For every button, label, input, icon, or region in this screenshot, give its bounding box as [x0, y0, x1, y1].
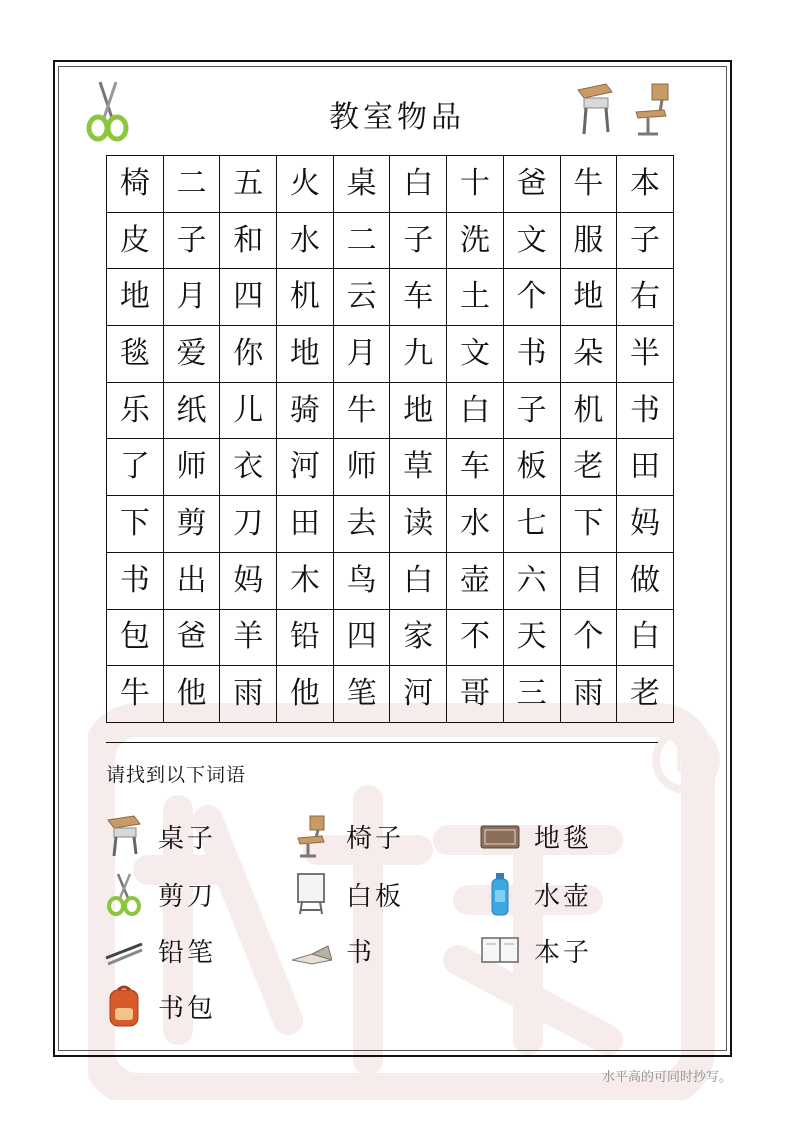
grid-cell: 文: [503, 212, 560, 269]
grid-cell: 右: [617, 269, 674, 326]
grid-cell: 洗: [447, 212, 504, 269]
grid-cell: 毯: [107, 326, 164, 383]
grid-cell: 河: [277, 439, 334, 496]
word-item: [292, 814, 404, 858]
grid-cell: 下: [107, 496, 164, 553]
grid-cell: 雨: [560, 666, 617, 723]
water-bottle-icon: [480, 872, 520, 916]
word-label: 地毯: [534, 823, 593, 854]
backpack-icon: [104, 984, 144, 1028]
grid-cell: 他: [277, 666, 334, 723]
grid-cell: 剪: [163, 496, 220, 553]
grid-row: [107, 269, 674, 326]
grid-cell: 壶: [447, 552, 504, 609]
word-label: 剪刀: [158, 881, 217, 912]
grid-cell: 妈: [617, 496, 674, 553]
grid-cell: 七: [503, 496, 560, 553]
grid-row: [107, 496, 674, 553]
grid-cell: 车: [447, 439, 504, 496]
grid-cell: 纸: [163, 382, 220, 439]
grid-cell: 老: [617, 666, 674, 723]
grid-cell: 白: [390, 156, 447, 213]
grid-cell: 去: [333, 496, 390, 553]
grid-cell: 四: [220, 269, 277, 326]
word-label: 椅子: [346, 823, 405, 854]
grid-cell: 河: [390, 666, 447, 723]
pencil-icon: [104, 928, 144, 972]
grid-cell: 月: [163, 269, 220, 326]
grid-cell: 衣: [220, 439, 277, 496]
grid-cell: 地: [390, 382, 447, 439]
grid-cell: 目: [560, 552, 617, 609]
grid-cell: 你: [220, 326, 277, 383]
grid-cell: 雨: [220, 666, 277, 723]
grid-cell: 六: [503, 552, 560, 609]
grid-cell: 三: [503, 666, 560, 723]
grid-cell: 桌: [333, 156, 390, 213]
word-search-grid: [106, 155, 674, 723]
grid-cell: 服: [560, 212, 617, 269]
grid-cell: 下: [560, 496, 617, 553]
word-item: [104, 928, 216, 972]
grid-cell: 骑: [277, 382, 334, 439]
grid-cell: 他: [163, 666, 220, 723]
grid-cell: 朵: [560, 326, 617, 383]
grid-cell: 爸: [503, 156, 560, 213]
word-label: 本子: [534, 937, 593, 968]
whiteboard-icon: [292, 872, 332, 916]
rug-icon: [480, 814, 520, 858]
word-item: [104, 984, 216, 1028]
grid-cell: 田: [277, 496, 334, 553]
grid-cell: 九: [390, 326, 447, 383]
grid-cell: 子: [503, 382, 560, 439]
grid-row: [107, 439, 674, 496]
grid-cell: 包: [107, 609, 164, 666]
grid-cell: 木: [277, 552, 334, 609]
grid-cell: 子: [390, 212, 447, 269]
word-label: 书: [346, 937, 376, 968]
grid-cell: 刀: [220, 496, 277, 553]
grid-cell: 笔: [333, 666, 390, 723]
grid-row: [107, 212, 674, 269]
grid-cell: 白: [390, 552, 447, 609]
grid-cell: 牛: [560, 156, 617, 213]
grid-cell: 月: [333, 326, 390, 383]
divider-line: [106, 742, 658, 743]
grid-cell: 乐: [107, 382, 164, 439]
word-item: [480, 872, 592, 916]
grid-cell: 天: [503, 609, 560, 666]
grid-cell: 铅: [277, 609, 334, 666]
grid-cell: 做: [617, 552, 674, 609]
scissors-icon: [104, 872, 144, 916]
grid-cell: 哥: [447, 666, 504, 723]
grid-cell: 和: [220, 212, 277, 269]
chair-icon: [632, 82, 672, 138]
grid-cell: 本: [617, 156, 674, 213]
grid-cell: 羊: [220, 609, 277, 666]
grid-cell: 书: [503, 326, 560, 383]
grid-cell: 田: [617, 439, 674, 496]
grid-cell: 白: [617, 609, 674, 666]
grid-cell: 不: [447, 609, 504, 666]
grid-row: [107, 609, 674, 666]
grid-cell: 师: [163, 439, 220, 496]
footer-note: 水平高的可同时抄写。: [601, 1070, 732, 1085]
grid-cell: 半: [617, 326, 674, 383]
grid-cell: 五: [220, 156, 277, 213]
grid-cell: 个: [560, 609, 617, 666]
grid-cell: 板: [503, 439, 560, 496]
grid-cell: 机: [560, 382, 617, 439]
grid-cell: 爸: [163, 609, 220, 666]
grid-row: [107, 156, 674, 213]
svg-text:R: R: [674, 741, 698, 781]
grid-cell: 师: [333, 439, 390, 496]
grid-cell: 读: [390, 496, 447, 553]
grid-cell: 妈: [220, 552, 277, 609]
grid-cell: 家: [390, 609, 447, 666]
grid-cell: 土: [447, 269, 504, 326]
grid-cell: 椅: [107, 156, 164, 213]
grid-cell: 书: [107, 552, 164, 609]
grid-cell: 出: [163, 552, 220, 609]
grid-cell: 火: [277, 156, 334, 213]
grid-cell: 水: [447, 496, 504, 553]
grid-cell: 子: [163, 212, 220, 269]
word-label: 铅笔: [158, 937, 217, 968]
grid-cell: 二: [333, 212, 390, 269]
grid-cell: 机: [277, 269, 334, 326]
grid-cell: 十: [447, 156, 504, 213]
word-item: [480, 928, 592, 972]
page-title: 教室物品: [329, 100, 465, 135]
desk-icon: [104, 814, 144, 858]
word-item: [292, 872, 404, 916]
grid-cell: 地: [277, 326, 334, 383]
grid-cell: 书: [617, 382, 674, 439]
desk-icon: [576, 82, 614, 136]
grid-cell: 四: [333, 609, 390, 666]
grid-cell: 车: [390, 269, 447, 326]
grid-cell: 二: [163, 156, 220, 213]
grid-cell: 爱: [163, 326, 220, 383]
grid-cell: 草: [390, 439, 447, 496]
word-item: [480, 814, 592, 858]
grid-cell: 文: [447, 326, 504, 383]
grid-cell: 子: [617, 212, 674, 269]
grid-cell: 个: [503, 269, 560, 326]
grid-cell: 云: [333, 269, 390, 326]
word-item: [104, 872, 216, 916]
word-item: [104, 814, 216, 858]
book-icon: [292, 928, 332, 972]
word-item: [292, 928, 375, 972]
grid-cell: 地: [107, 269, 164, 326]
notebook-icon: [480, 928, 520, 972]
chair-icon: [292, 814, 332, 858]
grid-row: [107, 382, 674, 439]
grid-cell: 儿: [220, 382, 277, 439]
grid-cell: 老: [560, 439, 617, 496]
instruction-text: 请找到以下词语: [106, 764, 247, 786]
grid-row: [107, 666, 674, 723]
grid-cell: 地: [560, 269, 617, 326]
grid-row: [107, 326, 674, 383]
grid-cell: 水: [277, 212, 334, 269]
word-label: 白板: [346, 881, 405, 912]
grid-cell: 牛: [333, 382, 390, 439]
grid-cell: 牛: [107, 666, 164, 723]
grid-cell: 鸟: [333, 552, 390, 609]
grid-cell: 白: [447, 382, 504, 439]
grid-cell: 了: [107, 439, 164, 496]
word-label: 水壶: [534, 881, 593, 912]
word-label: 书包: [158, 993, 217, 1024]
word-label: 桌子: [158, 823, 217, 854]
grid-cell: 皮: [107, 212, 164, 269]
grid-row: [107, 552, 674, 609]
